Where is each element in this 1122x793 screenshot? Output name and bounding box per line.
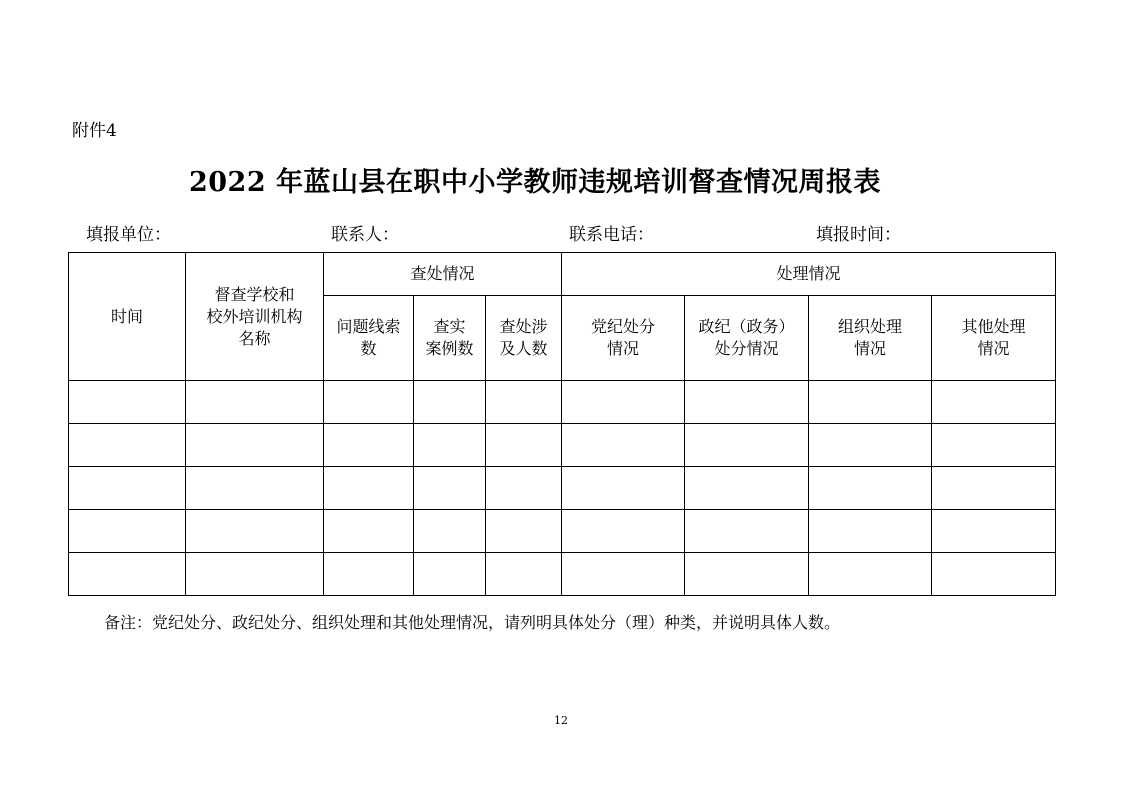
table-cell[interactable] — [324, 381, 414, 424]
table-cell[interactable] — [324, 553, 414, 596]
header-institution-line: 校外培训机构 — [206, 306, 303, 326]
header-organizational — [809, 296, 932, 381]
table-cell[interactable] — [186, 553, 324, 596]
table-cell[interactable] — [186, 424, 324, 467]
table-cell[interactable] — [932, 467, 1056, 510]
field-date: 填报时间： — [816, 225, 901, 245]
table-cell[interactable] — [414, 467, 486, 510]
header-verified-cases — [414, 296, 486, 381]
header-line: 情况 — [977, 339, 1010, 358]
table-cell[interactable] — [69, 510, 186, 553]
table-cell[interactable] — [324, 424, 414, 467]
table-cell[interactable] — [324, 510, 414, 553]
table-cell[interactable] — [562, 424, 685, 467]
header-line: 党纪处分 — [591, 317, 656, 336]
field-unit: 填报单位： — [86, 225, 171, 245]
table-cell[interactable] — [69, 381, 186, 424]
header-line: 查实 — [433, 317, 466, 336]
table-cell[interactable] — [685, 381, 809, 424]
header-line: 政纪（政务） — [698, 317, 795, 336]
table-cell[interactable] — [562, 381, 685, 424]
table-cell[interactable] — [69, 424, 186, 467]
table-cell[interactable] — [932, 424, 1056, 467]
header-institution-line: 督查学校和 — [214, 284, 295, 304]
header-row-groups — [69, 253, 1056, 296]
header-line: 查处涉 — [499, 317, 548, 336]
table-cell[interactable] — [186, 467, 324, 510]
table-cell[interactable] — [486, 553, 562, 596]
table-cell[interactable] — [186, 510, 324, 553]
header-line: 案例数 — [425, 339, 474, 358]
field-phone: 联系电话： — [569, 225, 654, 245]
header-line: 情况 — [854, 339, 887, 358]
table-cell[interactable] — [486, 424, 562, 467]
header-line: 处分情况 — [714, 339, 779, 358]
table-cell[interactable] — [186, 381, 324, 424]
header-party-discipline — [562, 296, 685, 381]
table-cell[interactable] — [685, 424, 809, 467]
header-line: 数 — [360, 339, 377, 358]
table-cell[interactable] — [486, 467, 562, 510]
table-row — [69, 381, 1056, 424]
page-title: 2022 年蓝山县在职中小学教师违规培训督查情况周报表 — [188, 167, 882, 198]
header-line: 问题线索 — [336, 317, 401, 336]
header-line: 及人数 — [499, 339, 548, 358]
table-cell[interactable] — [69, 553, 186, 596]
table-cell[interactable] — [809, 424, 932, 467]
table-cell[interactable] — [932, 553, 1056, 596]
table-cell[interactable] — [562, 510, 685, 553]
table-cell[interactable] — [932, 381, 1056, 424]
header-institution — [186, 253, 324, 381]
attachment-label: 附件4 — [72, 121, 117, 141]
table-row — [69, 467, 1056, 510]
header-line: 组织处理 — [838, 317, 903, 336]
table-row — [69, 553, 1056, 596]
header-group-handling: 处理情况 — [562, 253, 1056, 296]
table-cell[interactable] — [414, 381, 486, 424]
table-cell[interactable] — [562, 467, 685, 510]
table-note: 备注：党纪处分、政纪处分、组织处理和其他处理情况，请列明具体处分（理）种类，并说明具体人数。 — [104, 613, 841, 632]
table-cell[interactable] — [69, 467, 186, 510]
header-people-involved — [486, 296, 562, 381]
header-group-inspection: 查处情况 — [324, 253, 562, 296]
table-cell[interactable] — [324, 467, 414, 510]
table-cell[interactable] — [809, 553, 932, 596]
table-cell[interactable] — [414, 424, 486, 467]
table-cell[interactable] — [932, 510, 1056, 553]
header-other — [932, 296, 1056, 381]
table-row — [69, 510, 1056, 553]
table-cell[interactable] — [809, 510, 932, 553]
header-time: 时间 — [69, 253, 186, 381]
header-institution-line: 名称 — [238, 328, 271, 348]
table-cell[interactable] — [486, 381, 562, 424]
table-cell[interactable] — [809, 381, 932, 424]
page-number: 12 — [554, 714, 568, 727]
header-government-discipline — [685, 296, 809, 381]
table-row — [69, 424, 1056, 467]
header-line: 情况 — [607, 339, 640, 358]
field-contact: 联系人： — [331, 225, 399, 245]
table-cell[interactable] — [685, 467, 809, 510]
header-clue-count — [324, 296, 414, 381]
report-table — [68, 252, 1056, 596]
table-cell[interactable] — [562, 553, 685, 596]
table-cell[interactable] — [414, 553, 486, 596]
table-cell[interactable] — [486, 510, 562, 553]
table-cell[interactable] — [809, 467, 932, 510]
table-cell[interactable] — [414, 510, 486, 553]
header-line: 其他处理 — [961, 317, 1026, 336]
table-cell[interactable] — [685, 553, 809, 596]
table-cell[interactable] — [685, 510, 809, 553]
